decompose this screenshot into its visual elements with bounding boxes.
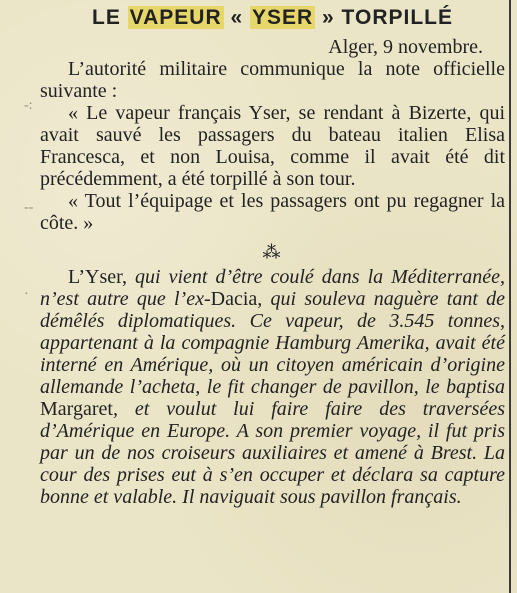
headline <box>40 6 505 30</box>
paragraph-1: L’autorité militaire communique la note officielle suivante : <box>40 58 505 102</box>
paragraph-4-text-2: , qui souleva naguère tant de démêlés diplomatiques. Ce vapeur, de 3.545 tonnes, appartenant à la compagnie Hamburg Amerika, avait été interné en Amérique, où un citoyen américain d’origine allemande l’acheta, le fit changer de pavillon, le baptisa <box>40 288 506 398</box>
paragraph-4-dacia: Dacia <box>210 288 258 310</box>
headline-open-quote: « <box>223 6 250 29</box>
column-rule <box>509 0 511 593</box>
margin-mark: -- <box>24 200 34 215</box>
paragraph-2: « Le vapeur français Yser, se rendant à Bizerte, qui avait sauvé les passagers du bateau italien Elisa Francesca, et non Louisa, comme il avait été dit précédemment, a été torpillé à son tour. <box>40 102 505 190</box>
paragraph-4 <box>40 266 505 508</box>
margin-mark: -: <box>24 98 33 113</box>
paragraph-4-margaret: Margaret <box>40 398 113 420</box>
headline-close-quote: » <box>315 6 342 29</box>
dateline: Alger, 9 novembre. <box>328 36 483 58</box>
headline-name: YSER <box>252 6 314 29</box>
headline-suffix: TORPILLÉ <box>341 6 453 29</box>
headline-prefix: LE <box>92 6 128 29</box>
margin-mark: · <box>24 287 29 302</box>
paragraph-3: « Tout l’équipage et les passagers ont pu regagner la côte. » <box>40 190 505 234</box>
paragraph-4-text-1: qui vient d’être coulé dans la Méditerranée, n’est autre que l’ex- <box>40 266 505 310</box>
paragraph-4-lead: L’Yser, <box>68 266 136 288</box>
headline-ship: VAPEUR <box>129 6 222 29</box>
paragraph-4-text-3: , et voulut lui faire faire des traversées d’Amérique en Europe. A son premier voyage, il fut pris par un de nos croiseurs auxiliaires et amené à Brest. La cour des prises eut à s’en occuper et déclara sa capture bonne et valable. Il naviguait sous pavillon français. <box>40 398 505 508</box>
section-separator: ⁂ <box>262 242 283 262</box>
